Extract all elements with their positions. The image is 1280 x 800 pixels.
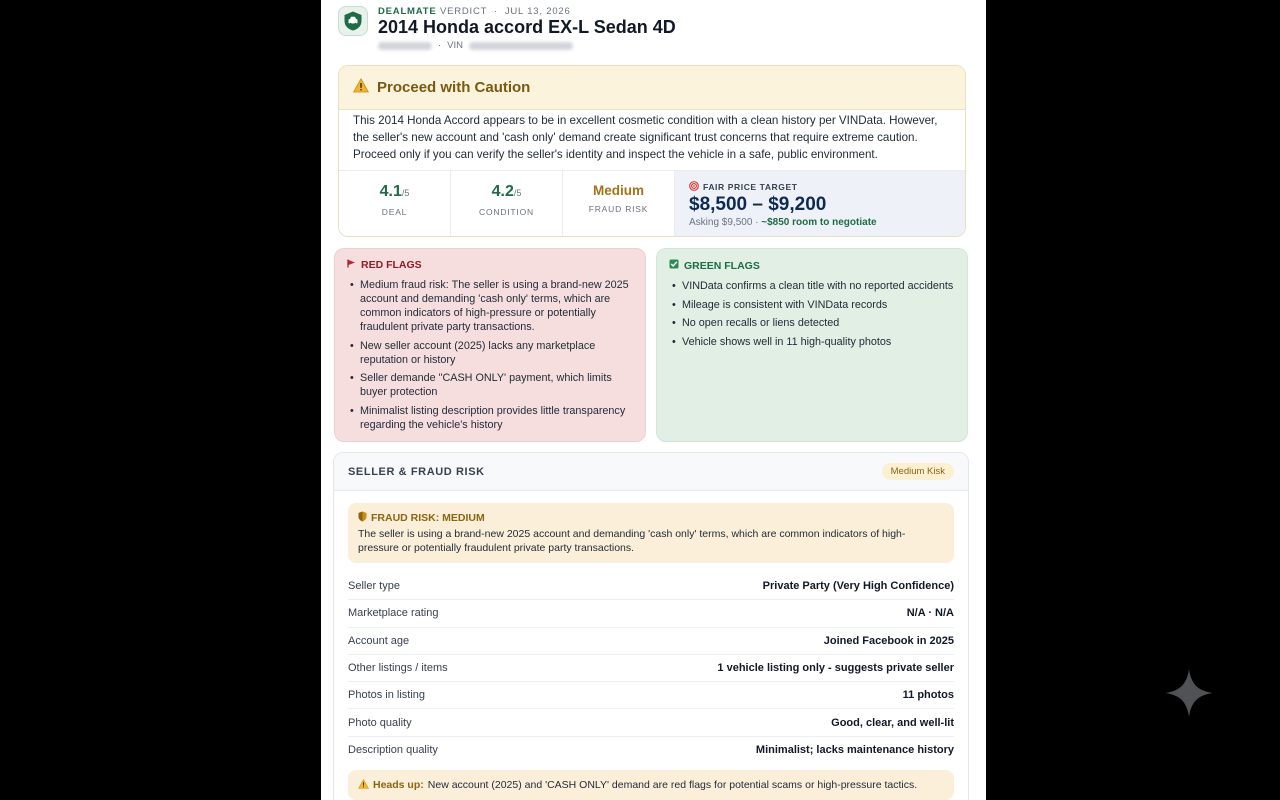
fraud-risk-callout	[348, 503, 954, 563]
warning-icon	[358, 779, 369, 792]
heads-up-label: Heads up:	[373, 779, 424, 792]
flags-row	[334, 248, 968, 442]
table-row: Other listings / items 1 vehicle listing only - suggests private seller	[348, 655, 954, 682]
heads-up-callout	[348, 770, 954, 800]
deal-score: 4.1	[379, 183, 402, 200]
fraud-callout-desc: The seller is using a brand-new 2025 account and demanding 'cash only' terms, which are common indicators of high-pressure or potentially fraudulent private party transactions.	[358, 528, 906, 554]
heads-up-text: New account (2025) and 'CASH ONLY' demand are red flags for potential scams or high-pressure tactics.	[427, 779, 918, 792]
verdict-summary: This 2014 Honda Accord appears to be in excellent cosmetic condition with a clean history per VINData. However, the seller's new account and 'cash only' demand create significant trust concerns that require extreme caution. Proceed only if you can verify the seller's identity and inspect the vehicle in a safe, public environment.	[353, 114, 938, 161]
metrics-row	[339, 170, 965, 236]
negotiation-room: ~$850 room to negotiate	[761, 217, 877, 228]
warning-icon	[353, 78, 369, 98]
table-row: Marketplace rating N/A · N/A	[348, 600, 954, 627]
seller-fraud-section	[333, 452, 969, 800]
shield-icon	[358, 511, 367, 525]
seller-details-table	[334, 573, 968, 764]
list-item: • New seller account (2025) lacks any marketplace reputation or history	[347, 339, 633, 367]
fair-price-panel	[675, 171, 965, 236]
vehicle-subline: · VIN	[378, 40, 573, 51]
seller-section-title: SELLER & FRAUD RISK	[348, 465, 485, 478]
fair-price-range: $8,500 – $9,200	[689, 194, 827, 215]
sparkle-icon	[1163, 667, 1215, 719]
list-item: • Mileage is consistent with VINData records	[669, 298, 955, 312]
red-flags-title: RED FLAGS	[361, 259, 422, 271]
car-shield-icon	[338, 6, 368, 36]
risk-badge: Medium Kisk	[882, 463, 954, 480]
verdict-card	[338, 65, 966, 237]
redacted-price	[378, 42, 432, 50]
target-icon	[689, 181, 699, 193]
brand-line: DEALMATE VERDICT · JUL 13, 2026	[378, 6, 571, 17]
table-row: Photos in listing 11 photos	[348, 682, 954, 709]
table-row: Seller type Private Party (Very High Confidence)	[348, 573, 954, 600]
metric-deal	[339, 171, 451, 236]
table-row: Description quality Minimalist; lacks maintenance history	[348, 744, 954, 757]
list-item: • Minimalist listing description provides little transparency regarding the vehicle's history	[347, 404, 633, 432]
green-flags-card	[656, 248, 968, 442]
report-header	[338, 6, 970, 56]
list-item: • VINData confirms a clean title with no reported accidents	[669, 279, 955, 293]
brand-suffix: VERDICT	[439, 6, 488, 17]
metric-fraud-risk	[563, 171, 675, 236]
table-row: Photo quality Good, clear, and well-lit	[348, 709, 954, 736]
deal-label: DEAL	[381, 207, 408, 217]
condition-label: CONDITION	[479, 207, 534, 217]
condition-score: 4.2	[491, 183, 514, 200]
verdict-title: Proceed with Caution	[377, 79, 531, 96]
list-item: • Vehicle shows well in 11 high-quality photos	[669, 335, 955, 349]
list-item: • No open recalls or liens detected	[669, 316, 955, 330]
list-item: • Medium fraud risk: The seller is using a brand-new 2025 account and demanding 'cash only' terms, which are common indicators of high-pressure or potentially fraudulent private party transactions.	[347, 278, 633, 334]
green-flags-title: GREEN FLAGS	[684, 259, 760, 272]
fraud-callout-title: FRAUD RISK: MEDIUM	[371, 512, 485, 524]
seller-section-header	[334, 453, 968, 491]
metric-condition	[451, 171, 563, 236]
red-flag-icon	[347, 259, 356, 271]
table-row: Account age Joined Facebook in 2025	[348, 628, 954, 655]
verdict-header	[339, 66, 965, 110]
deal-scale: /5	[401, 188, 410, 198]
red-flags-card	[334, 248, 646, 442]
asking-price: Asking $9,500 ·	[689, 217, 759, 228]
verdict-page	[321, 0, 986, 800]
vehicle-title: 2014 Honda accord EX-L Sedan 4D	[378, 17, 676, 37]
check-box-icon	[669, 259, 679, 272]
fair-price-label: FAIR PRICE TARGET	[703, 182, 798, 192]
condition-scale: /5	[513, 188, 522, 198]
fraud-risk-value: Medium	[592, 183, 644, 198]
red-flags-list	[347, 278, 633, 432]
redacted-vin	[469, 42, 573, 50]
fraud-risk-label: FRAUD RISK	[588, 204, 649, 214]
green-flags-list	[669, 279, 955, 349]
vin-label: VIN	[447, 40, 464, 51]
list-item: • Seller demande "CASH ONLY' payment, which limits buyer protection	[347, 371, 633, 399]
brand-name: DEALMATE	[378, 6, 437, 17]
report-date: JUL 13, 2026	[504, 6, 571, 17]
